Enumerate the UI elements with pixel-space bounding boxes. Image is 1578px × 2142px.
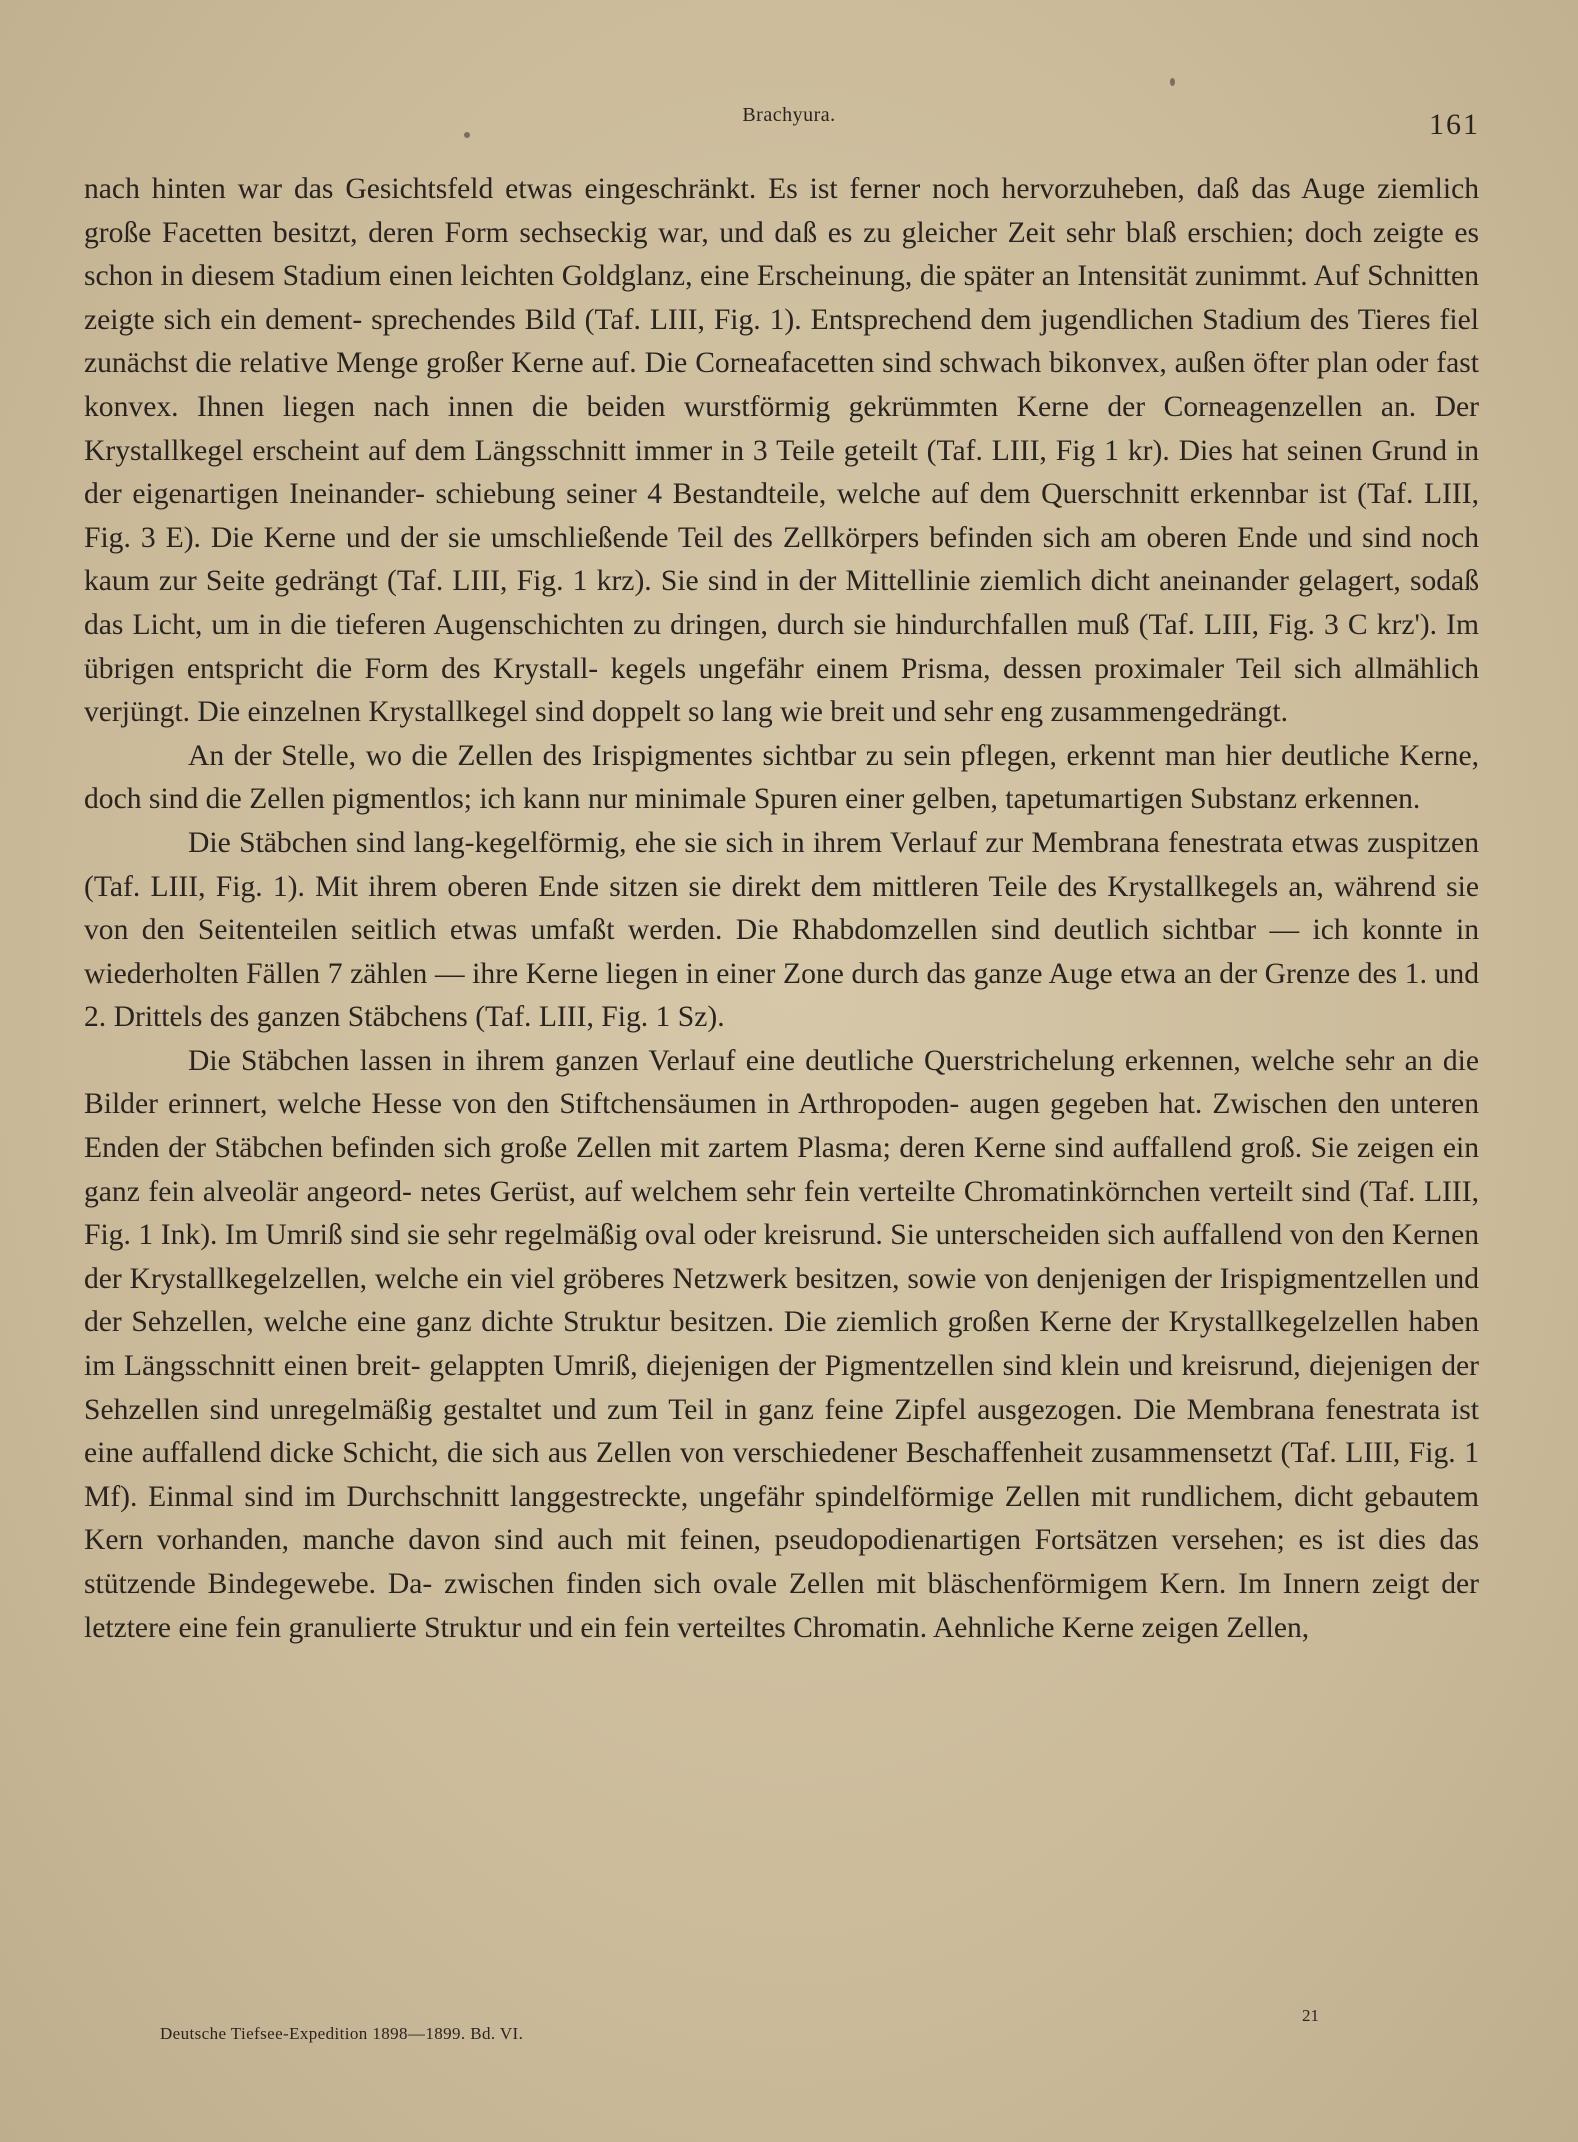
publication-footer: Deutsche Tiefsee-Expedition 1898—1899. Bd. VI. — [160, 2024, 524, 2043]
paragraph: An der Stelle, wo die Zellen des Irispigmentes sichtbar zu sein pflegen, erkennt man hier deutliche Kerne, doch sind die Zellen pigmentlos; ich kann nur minimale Spuren einer gelben, tapetumartigen Substanz erkennen. — [84, 739, 1479, 816]
paragraph: Die Stäbchen sind lang-kegelförmig, ehe sie sich in ihrem Verlauf zur Membrana fenestrata etwas zuspitzen (Taf. LIII, Fig. 1). Mit ihrem oberen Ende sitzen sie direkt dem mittleren Teile des Krystallkegels an, während sie von den Seitenteilen seitlich etwas umfaßt werden. Die Rhabdomzellen sind deutlich sichtbar — ich konnte in wiederholten Fällen 7 zählen — ihre Kerne liegen in einer Zone durch das ganze Auge etwa an der Grenze des 1. und 2. Drittels des ganzen Stäbchens (Taf. LIII, Fig. 1 Sz). — [84, 826, 1479, 1034]
paragraph: Die Stäbchen lassen in ihrem ganzen Verlauf eine deutliche Querstrichelung erkennen, welche sehr an die Bilder erinnert, welche Hesse von den Stiftchensäumen in Arthropoden- augen gegeben hat. Zwischen den unteren Enden der Stäbchen befinden sich große Zellen mit zartem Plasma; deren Kerne sind auffallend groß. Sie zeigen ein ganz fein alveolär angeord- netes Gerüst, auf welchem sehr fein verteilte Chromatinkörnchen verteilt sind (Taf. LIII, Fig. 1 Ink). Im Umriß sind sie sehr regelmäßig oval oder kreisrund. Sie unterscheiden sich auffallend von den Kernen der Krystallkegelzellen, welche ein viel gröberes Netzwerk besitzen, sowie von denjenigen der Irispigmentzellen und der Sehzellen, welche eine ganz dichte Struktur besitzen. Die ziemlich großen Kerne der Krystallkegelzellen haben im Längsschnitt einen breit- gelappten Umriß, diejenigen der Pigmentzellen sind klein und kreisrund, diejenigen der Sehzellen sind unregelmäßig gestaltet und zum Teil in ganz feine Zipfel ausgezogen. Die Membrana fenestrata ist eine auffallend dicke Schicht, die sich aus Zellen von verschiedener Beschaffenheit zusammensetzt (Taf. LIII, Fig. 1 Mf). Einmal sind im Durchschnitt langgestreckte, ungefähr spindelförmige Zellen mit rundlichem, dicht gebautem Kern vorhanden, manche davon sind auch mit feinen, pseudopodienartigen Fortsätzen versehen; es ist dies das stützende Bindegewebe. Da- zwischen finden sich ovale Zellen mit bläschenförmigem Kern. Im Innern zeigt der letztere eine fein granulierte Struktur und ein fein verteiltes Chromatin. Aehnliche Kerne zeigen Zellen, — [84, 1044, 1479, 1644]
ink-speck — [1170, 78, 1175, 86]
body-text — [84, 168, 1479, 1650]
page-number: 161 — [1429, 108, 1480, 141]
paragraph: nach hinten war das Gesichtsfeld etwas eingeschränkt. Es ist ferner noch hervorzuheben, daß das Auge ziemlich große Facetten besitzt, deren Form sechseckig war, und daß es zu gleicher Zeit sehr blaß erschien; doch zeigte es schon in diesem Stadium einen leichten Goldglanz, eine Erscheinung, die später an Intensität zunimmt. Auf Schnitten zeigte sich ein dement- sprechendes Bild (Taf. LIII, Fig. 1). Entsprechend dem jugendlichen Stadium des Tieres fiel zunächst die relative Menge großer Kerne auf. Die Corneafacetten sind schwach bikonvex, außen öfter plan oder fast konvex. Ihnen liegen nach innen die beiden wurstförmig gekrümmten Kerne der Corneagenzellen an. Der Krystallkegel erscheint auf dem Längsschnitt immer in 3 Teile geteilt (Taf. LIII, Fig 1 kr). Dies hat seinen Grund in der eigenartigen Ineinander- schiebung seiner 4 Bestandteile, welche auf dem Querschnitt erkennbar ist (Taf. LIII, Fig. 3 E). Die Kerne und der sie umschließende Teil des Zellkörpers befinden sich am oberen Ende und sind noch kaum zur Seite gedrängt (Taf. LIII, Fig. 1 krz). Sie sind in der Mittellinie ziemlich dicht aneinander gelagert, sodaß das Licht, um in die tieferen Augenschichten zu dringen, durch sie hindurchfallen muß (Taf. LIII, Fig. 3 C krz'). Im übrigen entspricht die Form des Krystall- kegels ungefähr einem Prisma, dessen proximaler Teil sich allmählich verjüngt. Die einzelnen Krystallkegel sind doppelt so lang wie breit und sehr eng zusammengedrängt. — [84, 173, 1479, 729]
signature-mark: 21 — [1302, 2006, 1319, 2025]
running-title: Brachyura. — [742, 104, 836, 126]
ink-speck — [464, 132, 470, 138]
